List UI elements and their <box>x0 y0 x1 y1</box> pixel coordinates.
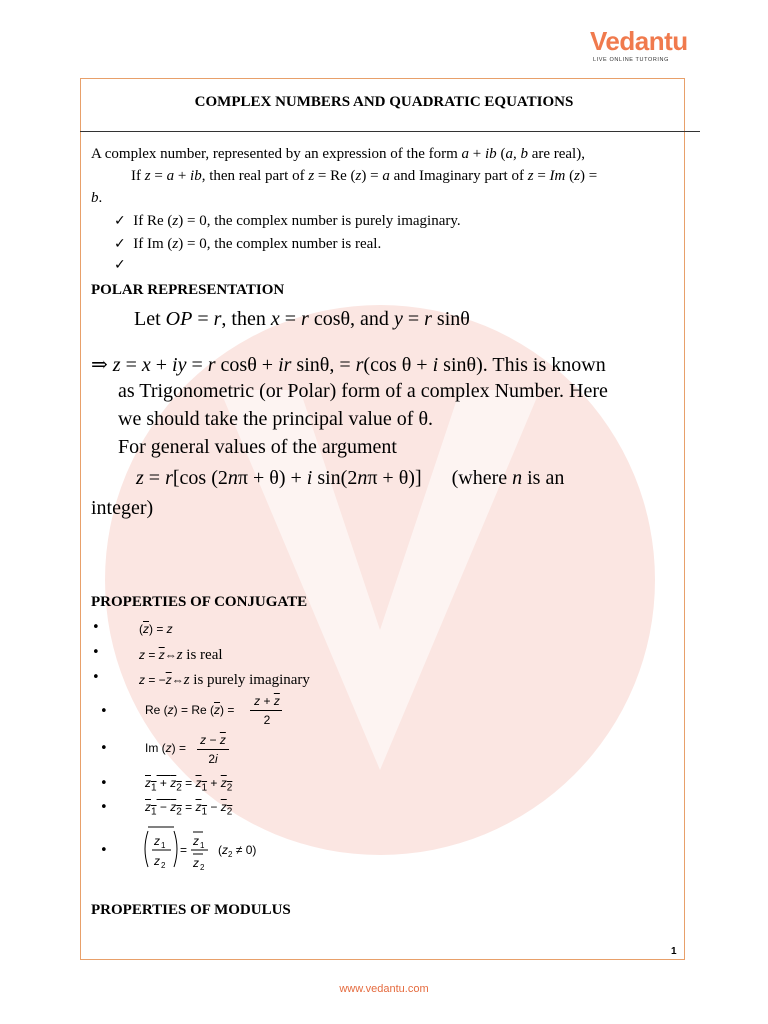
check-icon: ✓ <box>114 236 126 252</box>
check-icon: ✓ <box>114 213 126 229</box>
bullet: • <box>92 620 100 635</box>
svg-text:z: z <box>154 834 160 848</box>
conjugate-item-3: $z = -\overline{z}\Leftrightarrow z$ is purely imaginary <box>139 672 310 688</box>
svg-text:1: 1 <box>200 841 205 850</box>
polar-line-1: Let OP = r, then x = r cosθ, and y = r sinθ <box>134 308 470 330</box>
check-item-2: ✓ If Im (z) = 0, the complex number is real. <box>114 236 382 252</box>
svg-text:z: z <box>193 856 199 870</box>
check-item-3 <box>114 257 126 274</box>
svg-text:z: z <box>154 854 160 868</box>
footer-url[interactable]: www.vedantu.com <box>339 983 429 995</box>
brand-name: Vedantu <box>590 26 688 56</box>
conjugate-heading: PROPERTIES OF CONJUGATE <box>91 594 308 610</box>
page-number: 1 <box>671 946 677 957</box>
bullet: • <box>100 800 108 815</box>
bullet: • <box>100 776 108 791</box>
polar-line-5: For general values of the argument <box>118 436 397 458</box>
frac-den: 2i <box>208 752 218 766</box>
svg-text:z: z <box>193 834 199 848</box>
conjugate-item-5: Im (z) = <box>145 741 187 755</box>
frac-num: $z + \overline{z}$ <box>254 694 280 708</box>
conjugate-item-7: $z_1 - z_2 = z_1 - z_2$ <box>145 800 233 818</box>
check-item-1: ✓ If Re (z) = 0, the complex number is purely imaginary. <box>114 213 461 229</box>
bullet: • <box>92 645 100 660</box>
polar-line-2: ⇒ z = x + iy = r cosθ + ir sinθ, = r(cos θ + i sinθ). This is known <box>91 354 606 376</box>
bullet: • <box>100 741 108 756</box>
check-icon: ✓ <box>114 257 126 273</box>
frac-bar <box>250 710 282 711</box>
conjugate-item-8 <box>140 823 280 875</box>
intro-line-3: b. <box>91 190 103 206</box>
page-title: COMPLEX NUMBERS AND QUADRATIC EQUATIONS <box>194 94 574 110</box>
svg-text:1: 1 <box>161 841 166 850</box>
frac-num: $z - \overline{z}$ <box>200 733 226 747</box>
bullet: • <box>92 670 100 685</box>
svg-text:2: 2 <box>200 863 205 872</box>
modulus-heading: PROPERTIES OF MODULUS <box>91 902 291 918</box>
brand-tagline: LIVE ONLINE TUTORING <box>593 57 669 63</box>
conjugate-item-2: $z = \overline{z}\Leftrightarrow z$ is real <box>139 647 223 663</box>
bullet: • <box>100 704 108 719</box>
conjugate-item-4: Re (z) = Re $(\overline{z})$ = <box>145 703 235 717</box>
intro-line-2: If z = a + ib, then real part of z = Re (z) = a and Imaginary part of z = Im (z) = <box>131 168 598 184</box>
polar-heading: POLAR REPRESENTATION <box>91 282 285 298</box>
polar-line-7: integer) <box>91 497 154 519</box>
polar-line-3: as Trigonometric (or Polar) form of a complex Number. Here <box>118 380 608 402</box>
svg-text:=: = <box>180 843 188 857</box>
intro-line-1: A complex number, represented by an expression of the form a + ib (a, b are real), <box>91 146 585 162</box>
bullet: • <box>100 843 108 858</box>
svg-text:(z2 ≠ 0): $(z_2 \ne 0)$ <box>218 843 257 859</box>
frac-bar <box>197 749 229 750</box>
svg-text:2: 2 <box>161 861 166 870</box>
polar-line-4: we should take the principal value of θ. <box>118 408 434 430</box>
conjugate-item-6: $z_1 + z_2 = z_1 + z_2$ <box>145 776 233 794</box>
frac-den: 2 <box>263 713 271 727</box>
conjugate-item-1: $(\overline{z}) = z$ <box>139 622 173 636</box>
polar-line-6: z = r[cos (2nπ + θ) + i sin(2nπ + θ)] (where n is an <box>136 467 565 489</box>
